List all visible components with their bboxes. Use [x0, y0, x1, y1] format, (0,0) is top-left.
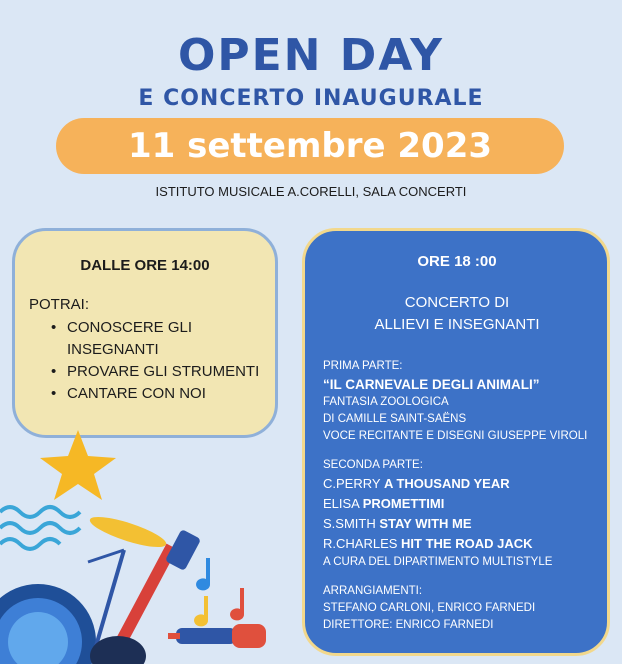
- venue-text: ISTITUTO MUSICALE A.CORELLI, SALA CONCERTI: [155, 184, 467, 199]
- song-artist: R.CHARLES: [323, 536, 402, 551]
- song-title: PROMETTIMI: [362, 496, 445, 511]
- activity-list: [51, 317, 261, 405]
- afternoon-heading: DALLE ORE 14:00: [80, 257, 210, 274]
- wave-icon: [0, 523, 80, 533]
- music-note-icon: [194, 596, 208, 626]
- song-title: HIT THE ROAD JACK: [401, 536, 533, 551]
- song-artist: ELISA: [323, 496, 363, 511]
- star-icon: [40, 430, 116, 500]
- part2-label: SECONDA PARTE:: [323, 459, 423, 471]
- music-illustration: [0, 420, 300, 664]
- concert-line: CONCERTO DI: [404, 294, 510, 311]
- song-title: STAY WITH ME: [379, 516, 472, 531]
- part1-line: VOCE RECITANTE E DISEGNI GIUSEPPE VIROLI: [323, 430, 588, 442]
- music-note-icon: [230, 588, 244, 620]
- microphone-icon: [176, 628, 236, 644]
- wave-icon: [0, 539, 60, 549]
- page-subtitle: E CONCERTO INAUGURALE: [138, 86, 484, 111]
- part1-title: “IL CARNEVALE DEGLI ANIMALI”: [323, 377, 540, 392]
- afternoon-panel: [12, 228, 278, 438]
- wave-icon: [0, 507, 80, 517]
- page-title: OPEN DAY: [177, 30, 445, 81]
- music-note-icon: [196, 558, 210, 590]
- song-row: [323, 494, 591, 514]
- arrangements-label: ARRANGIAMENTI:: [323, 585, 423, 597]
- director-text: DIRETTORE: ENRICO FARNEDI: [323, 619, 494, 631]
- afternoon-intro: POTRAI:: [29, 296, 90, 313]
- department-text: A CURA DEL DIPARTIMENTO MULTISTYLE: [323, 556, 553, 568]
- date-badge: 11 settembre 2023: [56, 118, 564, 174]
- evening-panel: [302, 228, 610, 656]
- part1-line: DI CAMILLE SAINT-SAËNS: [323, 413, 467, 425]
- list-item: • CONOSCERE GLI INSEGNANTI: [51, 317, 261, 361]
- part1-label: PRIMA PARTE:: [323, 360, 403, 372]
- song-row: [323, 534, 591, 554]
- list-item: • PROVARE GLI STRUMENTI: [51, 361, 261, 383]
- cymbal-icon: [87, 511, 169, 553]
- song-row: [323, 514, 591, 534]
- concert-title: [323, 292, 591, 336]
- song-title: A THOUSAND YEAR: [383, 476, 510, 491]
- concert-line: ALLIEVI E INSEGNANTI: [374, 316, 540, 333]
- arrangements-names: STEFANO CARLONI, ENRICO FARNEDI: [323, 602, 536, 614]
- evening-time: ORE 18 :00: [417, 253, 497, 270]
- song-artist: C.PERRY: [323, 476, 384, 491]
- part1-line: FANTASIA ZOOLOGICA: [323, 396, 449, 408]
- list-item: • CANTARE CON NOI: [51, 383, 261, 405]
- song-row: [323, 474, 591, 494]
- song-artist: S.SMITH: [323, 516, 380, 531]
